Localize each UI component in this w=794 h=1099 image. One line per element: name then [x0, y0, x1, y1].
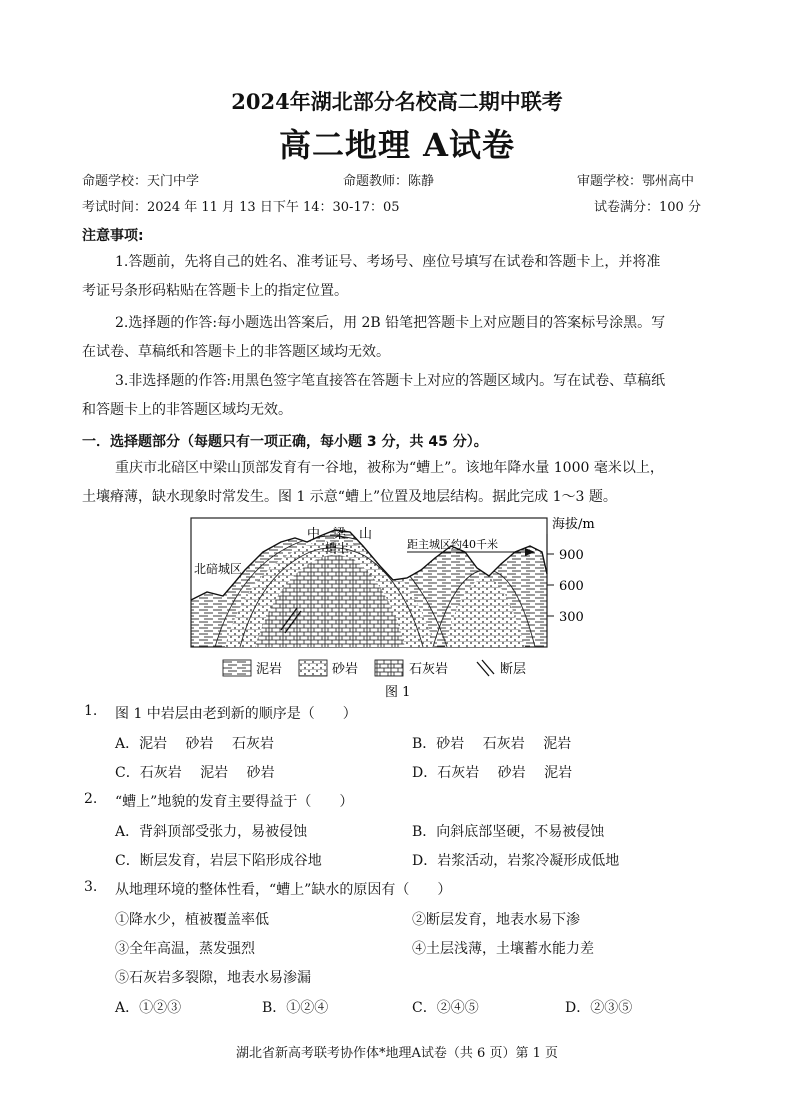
figure-caption: 图 1 [385, 685, 411, 700]
label-city: 北碚城区 [194, 562, 243, 576]
q3-option-d[interactable]: D．②③⑤ [565, 1000, 633, 1016]
q2-stem: “螬上”地貌的发育主要得益于（ ） [115, 794, 354, 810]
q1-number: 1. [84, 703, 98, 719]
q3-statement-4: ④土层浅薄，土壤蓄水能力差 [412, 941, 594, 957]
label-valley: 螬上 [325, 541, 350, 555]
legend-label: 断层 [500, 662, 527, 677]
note-2-line1: 2.选择题的作答:每小题选出答案后，用 2B 铅笔把答题卡上对应题目的答案标号涂黑。写 [115, 315, 666, 331]
note-3-line1: 3.非选择题的作答:用黑色签字笔直接答在答题卡上对应的答题区域内。写在试卷、草稿纸 [115, 373, 666, 389]
q1-option-a[interactable]: A．泥岩 砂岩 石灰岩 [115, 736, 275, 752]
legend-swatch-sandstone [299, 660, 327, 676]
q3-statement-3: ③全年高温，蒸发强烈 [115, 941, 255, 957]
note-2-line2: 在试卷、草稿纸和答题卡上的非答题区域均无效。 [82, 344, 390, 360]
label-distance: 距主城区约40千米 [407, 538, 498, 551]
legend-label: 砂岩 [332, 662, 359, 677]
exam-time: 考试时间：2024 年 11 月 13 日下午 14：30-17：05 [82, 200, 400, 215]
q3-option-a[interactable]: A．①②③ [115, 1000, 182, 1016]
legend-swatch-limestone [375, 660, 403, 676]
reviewer-school: 审题学校：鄂州高中 [577, 174, 695, 189]
page-footer: 湖北省新高考联考协作体*地理A试卷（共 6 页）第 1 页 [236, 1046, 558, 1061]
setter-teacher: 命题教师：陈静 [343, 174, 435, 189]
q2-number: 2. [84, 791, 98, 807]
label-mountain: 中 梁 山 [307, 527, 373, 542]
note-1-line2: 考证号条形码粘贴在答题卡上的指定位置。 [82, 283, 348, 299]
q1-option-d[interactable]: D．石灰岩 砂岩 泥岩 [412, 765, 573, 781]
notes-heading: 注意事项: [82, 228, 144, 244]
q1-option-b[interactable]: B．砂岩 石灰岩 泥岩 [412, 736, 572, 752]
figure-1-geologic-section [185, 512, 615, 700]
exam-title: 2024年湖北部分名校高二期中联考 [231, 89, 563, 114]
full-score: 试卷满分：100 分 [594, 200, 701, 215]
paper-subtitle: 高二地理 A试卷 [279, 126, 515, 164]
q3-statement-5: ⑤石灰岩多裂隙，地表水易渗漏 [115, 970, 311, 986]
q3-option-b[interactable]: B．①②④ [262, 1000, 329, 1016]
q3-statement-2: ②断层发育，地表水易下渗 [412, 912, 580, 928]
section-heading [82, 431, 488, 451]
legend-label: 泥岩 [256, 662, 283, 677]
q1-option-c[interactable]: C．石灰岩 泥岩 砂岩 [115, 765, 275, 781]
section-label: 一．选择题部分 [82, 434, 180, 450]
legend [223, 660, 526, 677]
q2-option-a[interactable]: A．背斜顶部受张力，易被侵蚀 [115, 824, 308, 840]
q2-option-c[interactable]: C．断层发育，岩层下陷形成谷地 [115, 853, 322, 869]
note-3-line2: 和答题卡上的非答题区域均无效。 [82, 402, 292, 418]
tick-label: 900 [559, 548, 584, 563]
q1-stem: 图 1 中岩层由老到新的顺序是（ ） [115, 706, 357, 722]
legend-swatch-mudstone [223, 660, 251, 676]
section-desc: （每题只有一项正确，每小题 3 分，共 45 分）。 [180, 434, 488, 450]
tick-label: 600 [559, 579, 584, 594]
q3-option-c[interactable]: C．②④⑤ [412, 1000, 479, 1016]
q2-option-b[interactable]: B．向斜底部坚硬，不易被侵蚀 [412, 824, 605, 840]
passage-line2: 土壤瘠薄，缺水现象时常发生。图 1 示意“螬上”位置及地层结构。据此完成 1～3 题。 [82, 489, 617, 505]
tick-label: 300 [559, 610, 584, 625]
setter-school: 命题学校：天门中学 [82, 174, 200, 189]
q3-statement-1: ①降水少，植被覆盖率低 [115, 912, 269, 928]
legend-swatch-fault [477, 662, 489, 676]
q3-number: 3. [84, 879, 98, 895]
legend-label: 石灰岩 [409, 662, 449, 677]
axis-title: 海拔/m [552, 517, 595, 532]
passage-line1: 重庆市北碚区中梁山顶部发育有一谷地，被称为“螬上”。该地年降水量 1000 毫米以上， [115, 460, 664, 476]
q2-option-d[interactable]: D．岩浆活动，岩浆冷凝形成低地 [412, 853, 620, 869]
q3-stem: 从地理环境的整体性看，“螬上”缺水的原因有（ ） [115, 882, 452, 898]
note-1-line1: 1.答题前，先将自己的姓名、准考证号、考场号、座位号填写在试卷和答题卡上，并将准 [115, 254, 661, 270]
